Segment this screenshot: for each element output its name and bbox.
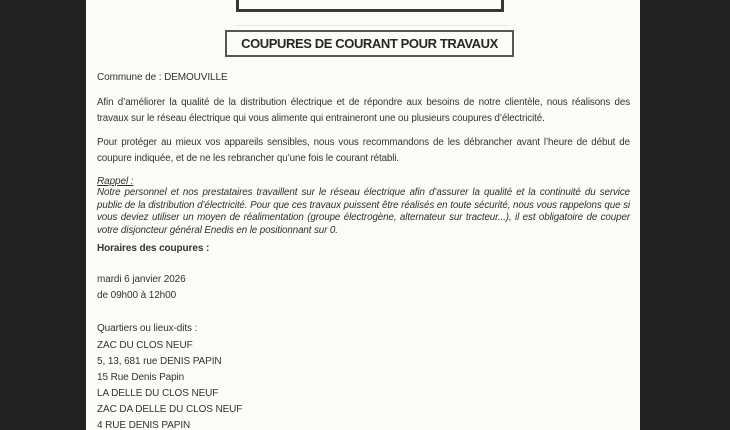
document-page [86, 0, 640, 430]
document-title: COUPURES DE COURANT POUR TRAVAUX [241, 36, 498, 51]
commune-line: Commune de : DEMOUVILLE [97, 72, 228, 83]
address-line: ZAC DU CLOS NEUF [97, 340, 193, 351]
advice-paragraph: Pour protéger au mieux vos appareils sensibles, nous vous recommandons de les débrancher avant l’heure de début de coupure indiquée, et de ne les rebrancher qu’une fois le courant rétabli. [97, 137, 630, 164]
quartiers-label: Quartiers ou lieux-dits : [97, 323, 198, 334]
address-line: 5, 13, 681 rue DENIS PAPIN [97, 356, 222, 367]
outage-date: mardi 6 janvier 2026 [97, 274, 186, 285]
title-box [225, 30, 514, 57]
scan-artifact-line [234, 25, 510, 26]
address-line: ZAC DA DELLE DU CLOS NEUF [97, 404, 243, 415]
address-line: 15 Rue Denis Papin [97, 372, 185, 383]
rappel-label: Rappel : [97, 176, 134, 187]
address-line: 4 RUE DENIS PAPIN [97, 420, 191, 430]
rappel-paragraph: Notre personnel et nos prestataires travaillent sur le réseau électrique afin d’assurer la qualité et la continuité du service public de la distribution d’électricité. Pour que ces travaux puissent être réalisés en toute sécurité, nous vous rappelons que si vous deviez utiliser un moyen de réalimentation (groupe électrogène, alternateur sur tracteur...), il est obligatoire de couper votre disjoncteur général Enedis en le positionnant sur 0. [97, 187, 630, 236]
intro-paragraph: Afin d’améliorer la qualité de la distribution électrique et de répondre aux besoins de notre clientèle, nous réalisons des travaux sur le réseau électrique qui vous alimente qui entraineront une ou plusieurs coupures d’électricité. [97, 97, 630, 124]
outage-time: de 09h00 à 12h00 [97, 290, 177, 301]
address-list [97, 338, 630, 430]
horaires-label: Horaires des coupures : [97, 243, 210, 254]
address-line: LA DELLE DU CLOS NEUF [97, 388, 219, 399]
header-box [236, 0, 504, 12]
